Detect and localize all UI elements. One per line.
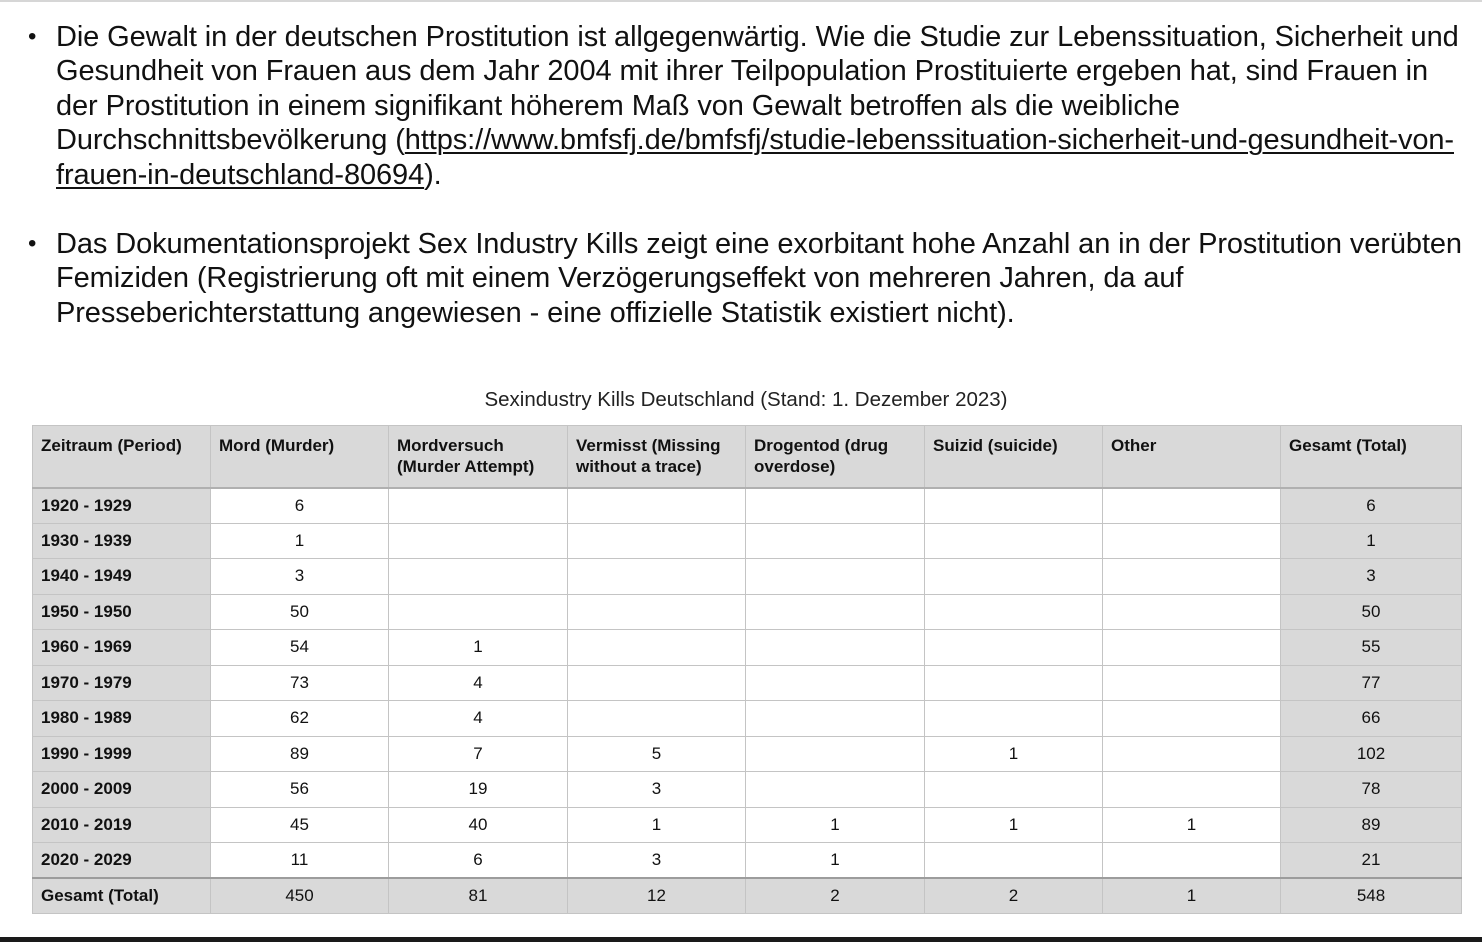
value-cell xyxy=(746,665,925,701)
value-cell: 45 xyxy=(211,807,389,843)
table-row xyxy=(33,665,1462,701)
value-cell: 548 xyxy=(1281,878,1462,914)
table-row xyxy=(33,630,1462,666)
value-cell: 1 xyxy=(746,843,925,879)
column-header: Mord (Murder) xyxy=(211,426,389,488)
sexindustry-kills-table xyxy=(32,425,1462,914)
value-cell: 81 xyxy=(389,878,568,914)
value-cell: 78 xyxy=(1281,772,1462,808)
value-cell xyxy=(746,772,925,808)
value-cell: 1 xyxy=(925,736,1103,772)
top-divider xyxy=(0,0,1482,2)
table-row xyxy=(33,843,1462,879)
column-header: Zeitraum (Period) xyxy=(33,426,211,488)
column-header: Suizid (suicide) xyxy=(925,426,1103,488)
bullet-marker: • xyxy=(28,230,37,258)
value-cell: 55 xyxy=(1281,630,1462,666)
value-cell xyxy=(389,559,568,595)
value-cell: 2 xyxy=(925,878,1103,914)
value-cell xyxy=(1103,630,1281,666)
table-body xyxy=(33,488,1462,914)
value-cell xyxy=(568,630,746,666)
value-cell: 450 xyxy=(211,878,389,914)
column-header: Drogentod (drug overdose) xyxy=(746,426,925,488)
column-header: Vermisst (Missing without a trace) xyxy=(568,426,746,488)
value-cell: 1 xyxy=(925,807,1103,843)
value-cell xyxy=(1103,772,1281,808)
period-cell: Gesamt (Total) xyxy=(33,878,211,914)
value-cell: 56 xyxy=(211,772,389,808)
period-cell: 1920 - 1929 xyxy=(33,488,211,524)
value-cell: 6 xyxy=(389,843,568,879)
bullet-item-violence xyxy=(24,20,1464,192)
value-cell xyxy=(1103,736,1281,772)
value-cell: 4 xyxy=(389,701,568,737)
value-cell: 1 xyxy=(568,807,746,843)
period-cell: 2020 - 2029 xyxy=(33,843,211,879)
period-cell: 1970 - 1979 xyxy=(33,665,211,701)
total-row xyxy=(33,878,1462,914)
period-cell: 1990 - 1999 xyxy=(33,736,211,772)
value-cell: 3 xyxy=(211,559,389,595)
value-cell xyxy=(925,772,1103,808)
value-cell: 50 xyxy=(211,594,389,630)
value-cell: 6 xyxy=(1281,488,1462,524)
value-cell: 1 xyxy=(746,807,925,843)
table-caption: Sexindustry Kills Deutschland (Stand: 1. Dezember 2023) xyxy=(484,388,1008,411)
value-cell xyxy=(925,594,1103,630)
value-cell: 19 xyxy=(389,772,568,808)
value-cell xyxy=(568,665,746,701)
table-header xyxy=(33,426,1462,488)
value-cell: 3 xyxy=(1281,559,1462,595)
value-cell xyxy=(746,701,925,737)
bullet-text-end: ). xyxy=(424,158,442,191)
value-cell: 1 xyxy=(1281,523,1462,559)
value-cell: 12 xyxy=(568,878,746,914)
value-cell xyxy=(389,523,568,559)
value-cell: 89 xyxy=(211,736,389,772)
value-cell xyxy=(568,701,746,737)
value-cell: 7 xyxy=(389,736,568,772)
table-row xyxy=(33,807,1462,843)
value-cell xyxy=(1103,559,1281,595)
period-cell: 2010 - 2019 xyxy=(33,807,211,843)
value-cell xyxy=(1103,665,1281,701)
value-cell xyxy=(568,594,746,630)
period-cell: 1980 - 1989 xyxy=(33,701,211,737)
header-row xyxy=(33,426,1462,488)
value-cell: 66 xyxy=(1281,701,1462,737)
value-cell xyxy=(389,594,568,630)
value-cell xyxy=(746,594,925,630)
value-cell: 6 xyxy=(211,488,389,524)
value-cell xyxy=(568,488,746,524)
value-cell: 3 xyxy=(568,843,746,879)
column-header: Gesamt (Total) xyxy=(1281,426,1462,488)
value-cell: 77 xyxy=(1281,665,1462,701)
value-cell xyxy=(1103,701,1281,737)
value-cell: 40 xyxy=(389,807,568,843)
value-cell xyxy=(925,843,1103,879)
value-cell: 1 xyxy=(211,523,389,559)
table-row xyxy=(33,594,1462,630)
value-cell xyxy=(746,736,925,772)
value-cell: 3 xyxy=(568,772,746,808)
value-cell xyxy=(925,701,1103,737)
value-cell: 62 xyxy=(211,701,389,737)
value-cell xyxy=(746,488,925,524)
value-cell: 89 xyxy=(1281,807,1462,843)
value-cell xyxy=(1103,523,1281,559)
value-cell xyxy=(1103,843,1281,879)
bullet-text: Die Gewalt in der deutschen Prostitution ist allgegenwärtig. Wie die Studie zur Lebenssituation, Sicherheit und Gesundheit von Frauen aus dem Jahr 2004 mit ihrer Teilpopulation Prostituierte ergeben hat, sind Frauen in der Prostitution in einem signifikant höherem Maß von Gewalt betroffen als die weibliche Durchschnittsbevölkerung ( xyxy=(56,21,1459,157)
table-row xyxy=(33,559,1462,595)
bullet-list xyxy=(24,20,1464,330)
bullet-marker: • xyxy=(28,23,37,50)
value-cell xyxy=(925,665,1103,701)
value-cell xyxy=(746,559,925,595)
value-cell xyxy=(925,523,1103,559)
bullet-item-femicides xyxy=(24,227,1464,330)
table-row xyxy=(33,488,1462,524)
period-cell: 1960 - 1969 xyxy=(33,630,211,666)
value-cell xyxy=(746,523,925,559)
value-cell: 102 xyxy=(1281,736,1462,772)
value-cell xyxy=(925,488,1103,524)
value-cell xyxy=(1103,594,1281,630)
table-row xyxy=(33,772,1462,808)
period-cell: 1930 - 1939 xyxy=(33,523,211,559)
value-cell xyxy=(925,559,1103,595)
period-cell: 1940 - 1949 xyxy=(33,559,211,595)
value-cell: 50 xyxy=(1281,594,1462,630)
value-cell: 11 xyxy=(211,843,389,879)
value-cell xyxy=(568,523,746,559)
value-cell xyxy=(389,488,568,524)
value-cell xyxy=(925,630,1103,666)
period-cell: 2000 - 2009 xyxy=(33,772,211,808)
value-cell xyxy=(568,559,746,595)
bottom-bar xyxy=(0,937,1482,942)
value-cell: 21 xyxy=(1281,843,1462,879)
value-cell: 1 xyxy=(389,630,568,666)
value-cell: 5 xyxy=(568,736,746,772)
study-link[interactable]: https://www.bmfsfj.de/bmfsfj/studie-lebenssituation-sicherheit-und-gesundheit-von-frauen-in-deutschland-80694 xyxy=(56,124,1454,191)
value-cell xyxy=(746,630,925,666)
value-cell: 2 xyxy=(746,878,925,914)
table-row xyxy=(33,701,1462,737)
value-cell xyxy=(1103,488,1281,524)
value-cell: 4 xyxy=(389,665,568,701)
bullet-text: Das Dokumentationsprojekt Sex Industry Kills zeigt eine exorbitant hohe Anzahl an in der Prostitution verübten Femiziden (Registrierung oft mit einem Verzögerungseffekt von mehreren Jahren, da auf Presseberichterstattung angewiesen - eine offizielle Statistik existiert nicht). xyxy=(56,228,1462,329)
value-cell: 1 xyxy=(1103,807,1281,843)
value-cell: 54 xyxy=(211,630,389,666)
period-cell: 1950 - 1950 xyxy=(33,594,211,630)
column-header: Mordversuch (Murder Attempt) xyxy=(389,426,568,488)
table-row xyxy=(33,736,1462,772)
table-row xyxy=(33,523,1462,559)
value-cell: 1 xyxy=(1103,878,1281,914)
column-header: Other xyxy=(1103,426,1281,488)
value-cell: 73 xyxy=(211,665,389,701)
